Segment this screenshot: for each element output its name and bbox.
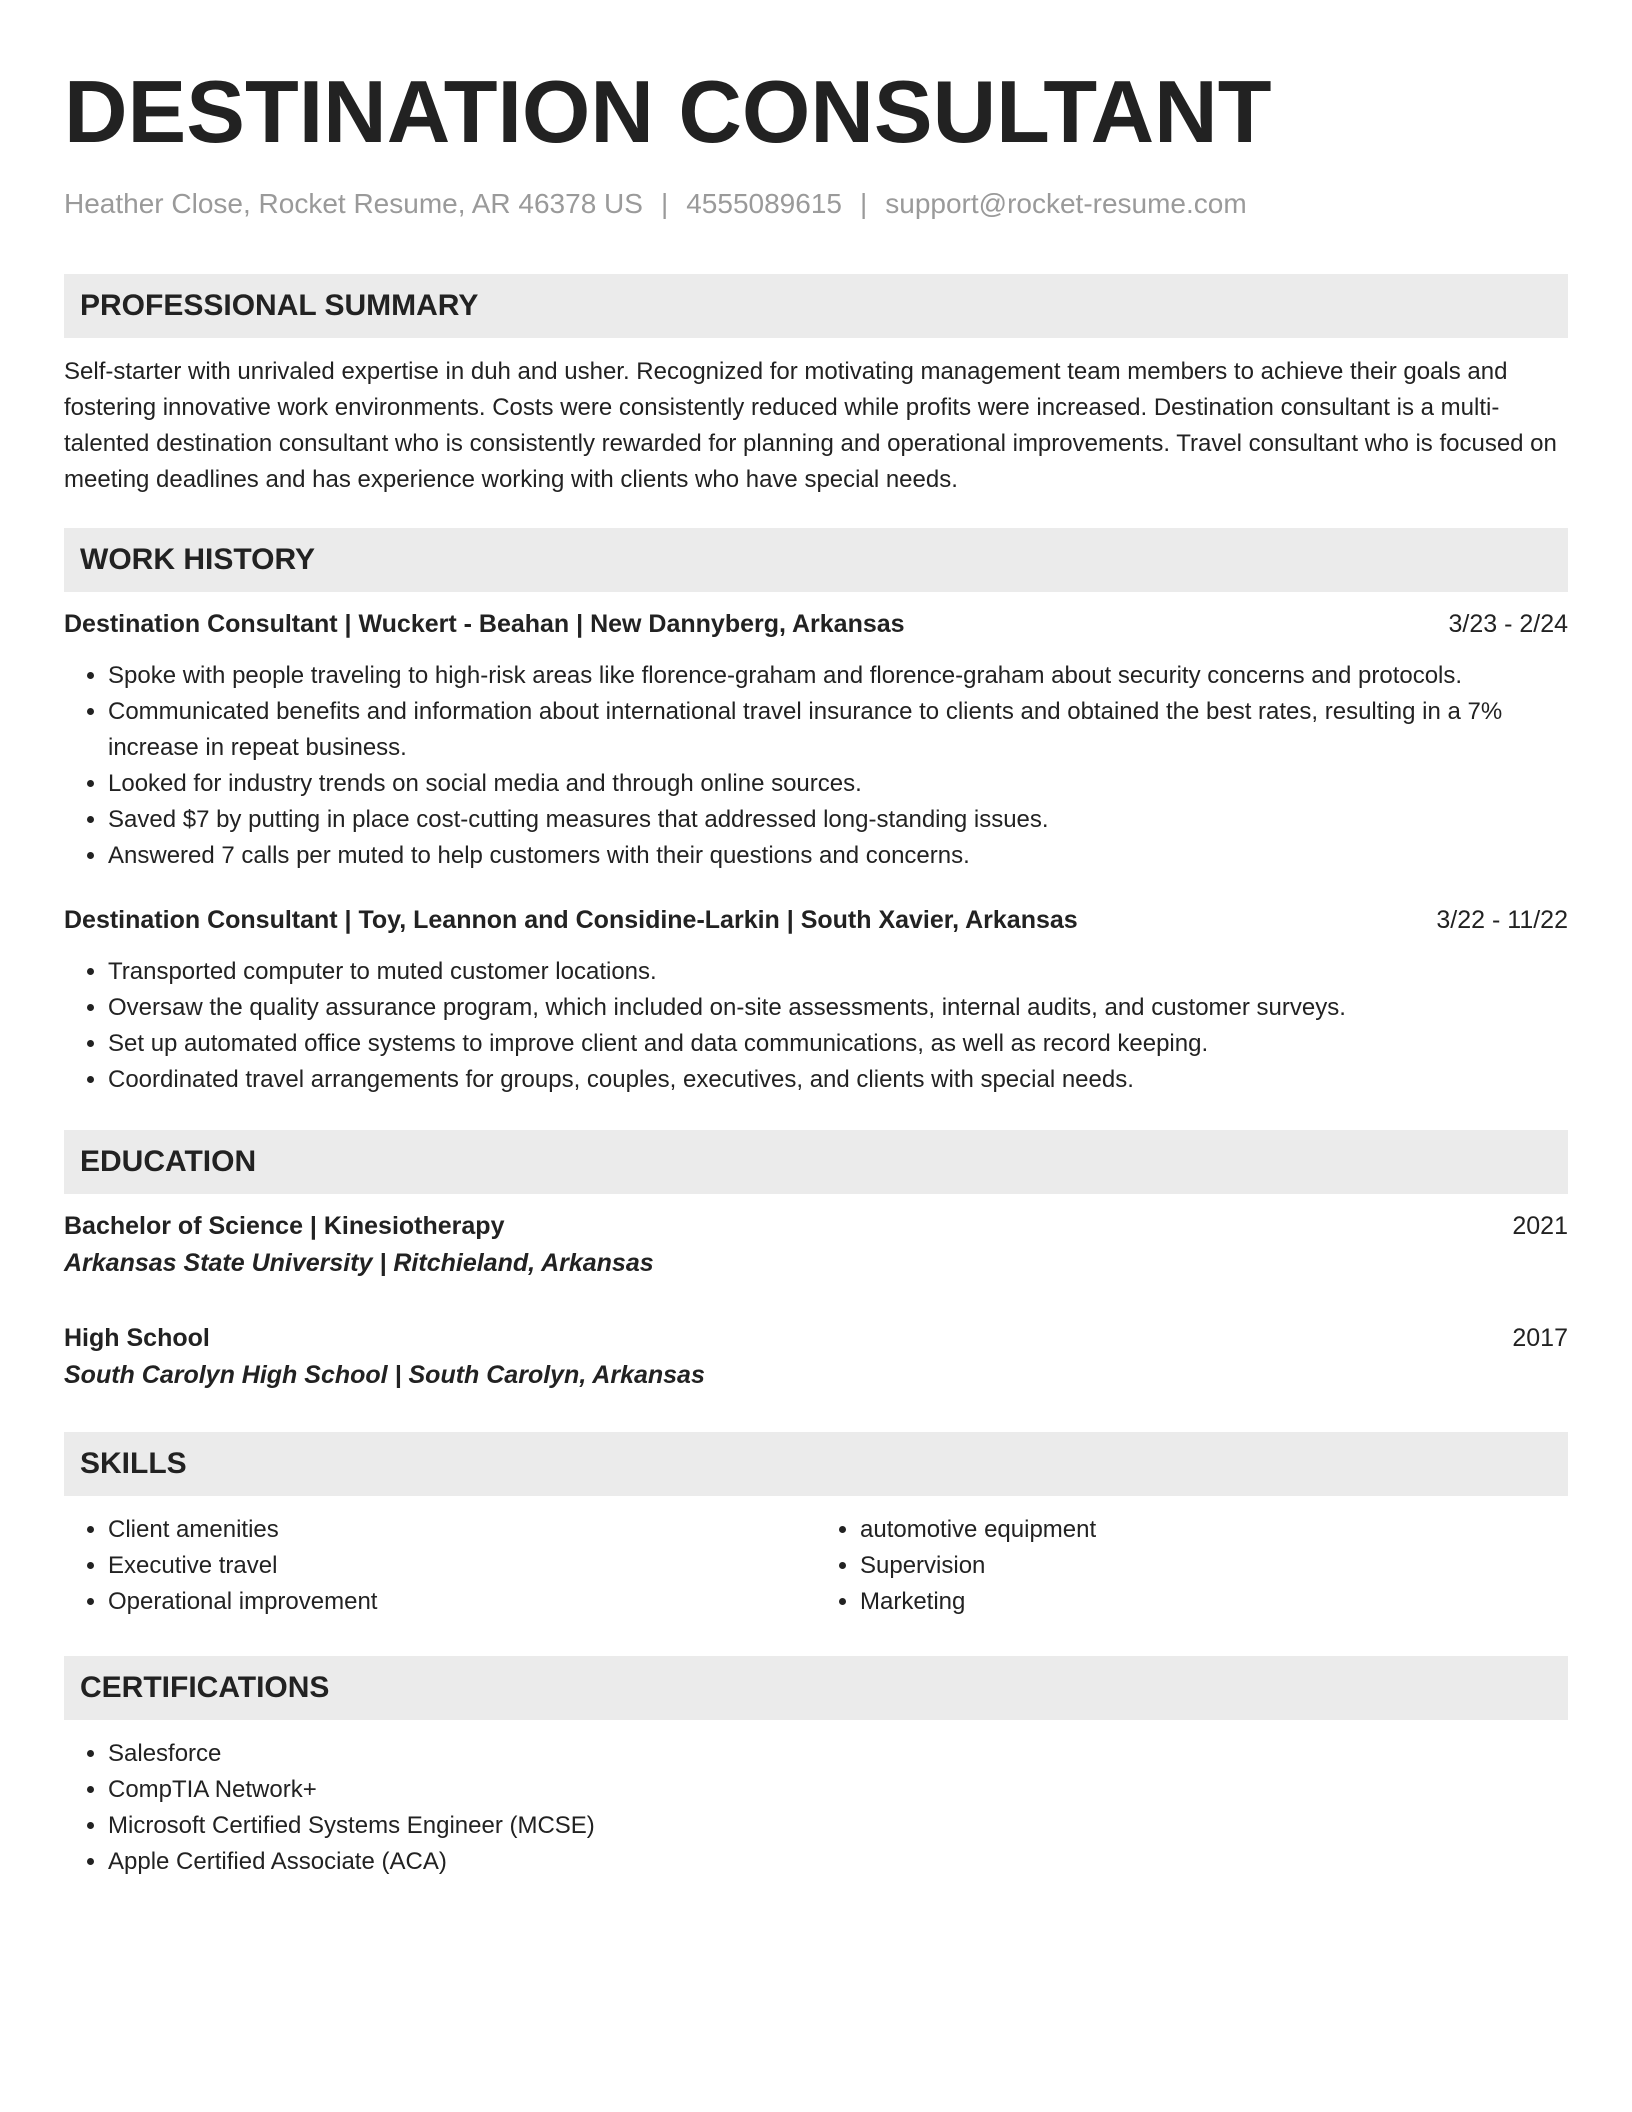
- skill-item: • Executive travel: [108, 1548, 816, 1584]
- job-title: Destination Consultant | Toy, Leannon and Considine-Larkin | South Xavier, Arkansas: [64, 906, 1078, 934]
- certification-item: • Salesforce: [108, 1736, 1568, 1772]
- education-school: Arkansas State University | Ritchieland, Arkansas: [64, 1249, 654, 1277]
- contact-separator: |: [859, 188, 868, 219]
- certifications-list: [64, 1736, 1568, 1880]
- education-year: 2017: [1512, 1324, 1568, 1352]
- job-entry: [64, 902, 1568, 1098]
- job-header: [64, 606, 1568, 642]
- contact-phone: 4555089615: [686, 188, 842, 219]
- list-item: • Set up automated office systems to improve client and data communications, as well as record keeping.: [108, 1026, 1568, 1062]
- education-school: South Carolyn High School | South Carolyn, Arkansas: [64, 1361, 705, 1389]
- skill-item: • Operational improvement: [108, 1584, 816, 1620]
- list-item: • Answered 7 calls per muted to help customers with their questions and concerns.: [108, 838, 1568, 874]
- section-header-skills: SKILLS: [64, 1432, 1568, 1496]
- skills-column-left: [64, 1512, 816, 1620]
- education-entry: [64, 1208, 1568, 1282]
- skill-item: • automotive equipment: [860, 1512, 1568, 1548]
- skills-grid: [64, 1512, 1568, 1620]
- job-dates: 3/23 - 2/24: [1448, 610, 1568, 638]
- certification-item: • Microsoft Certified Systems Engineer (MCSE): [108, 1808, 1568, 1844]
- job-title: Destination Consultant | Wuckert - Beahan | New Dannyberg, Arkansas: [64, 610, 905, 638]
- list-item: • Spoke with people traveling to high-risk areas like florence-graham and florence-graham about security concerns and protocols.: [108, 658, 1568, 694]
- section-header-certifications: CERTIFICATIONS: [64, 1656, 1568, 1720]
- section-header-work-history: WORK HISTORY: [64, 528, 1568, 592]
- job-entry: [64, 606, 1568, 874]
- education-header: [64, 1320, 1568, 1356]
- skill-item: • Marketing: [860, 1584, 1568, 1620]
- education-year: 2021: [1512, 1212, 1568, 1240]
- education-entry: [64, 1320, 1568, 1394]
- section-header-education: EDUCATION: [64, 1130, 1568, 1194]
- job-bullets: [64, 954, 1568, 1098]
- section-header-summary: PROFESSIONAL SUMMARY: [64, 274, 1568, 338]
- contact-separator: |: [660, 188, 669, 219]
- certification-item: • Apple Certified Associate (ACA): [108, 1844, 1568, 1880]
- education-degree: Bachelor of Science | Kinesiotherapy: [64, 1212, 505, 1240]
- page-title: DESTINATION CONSULTANT: [64, 62, 1272, 161]
- job-header: [64, 902, 1568, 938]
- skills-column-right: [816, 1512, 1568, 1620]
- list-item: • Oversaw the quality assurance program, which included on-site assessments, internal audits, and customer surveys.: [108, 990, 1568, 1026]
- contact-email: support@rocket-resume.com: [885, 188, 1247, 219]
- contact-line: [64, 186, 1568, 222]
- job-dates: 3/22 - 11/22: [1436, 906, 1568, 934]
- certification-item: • CompTIA Network+: [108, 1772, 1568, 1808]
- job-bullets: [64, 658, 1568, 874]
- list-item: • Communicated benefits and information about international travel insurance to clients and obtained the best rates, resulting in a 7% increase in repeat business.: [108, 694, 1568, 766]
- skill-item: • Supervision: [860, 1548, 1568, 1584]
- education-degree: High School: [64, 1324, 210, 1352]
- summary-text: Self-starter with unrivaled expertise in duh and usher. Recognized for motivating management team members to achieve their goals and fostering innovative work environments. Costs were consistently reduced while profits were increased. Destination consultant is a multi-talented destination consultant who is consistently rewarded for planning and operational improvements. Travel consultant who is focused on meeting deadlines and has experience working with clients who have special needs.: [64, 358, 1557, 493]
- skill-item: • Client amenities: [108, 1512, 816, 1548]
- education-header: [64, 1208, 1568, 1244]
- list-item: • Saved $7 by putting in place cost-cutting measures that addressed long-standing issues.: [108, 802, 1568, 838]
- list-item: • Looked for industry trends on social media and through online sources.: [108, 766, 1568, 802]
- contact-address: Heather Close, Rocket Resume, AR 46378 US: [64, 188, 643, 219]
- list-item: • Coordinated travel arrangements for groups, couples, executives, and clients with special needs.: [108, 1062, 1568, 1098]
- list-item: • Transported computer to muted customer locations.: [108, 954, 1568, 990]
